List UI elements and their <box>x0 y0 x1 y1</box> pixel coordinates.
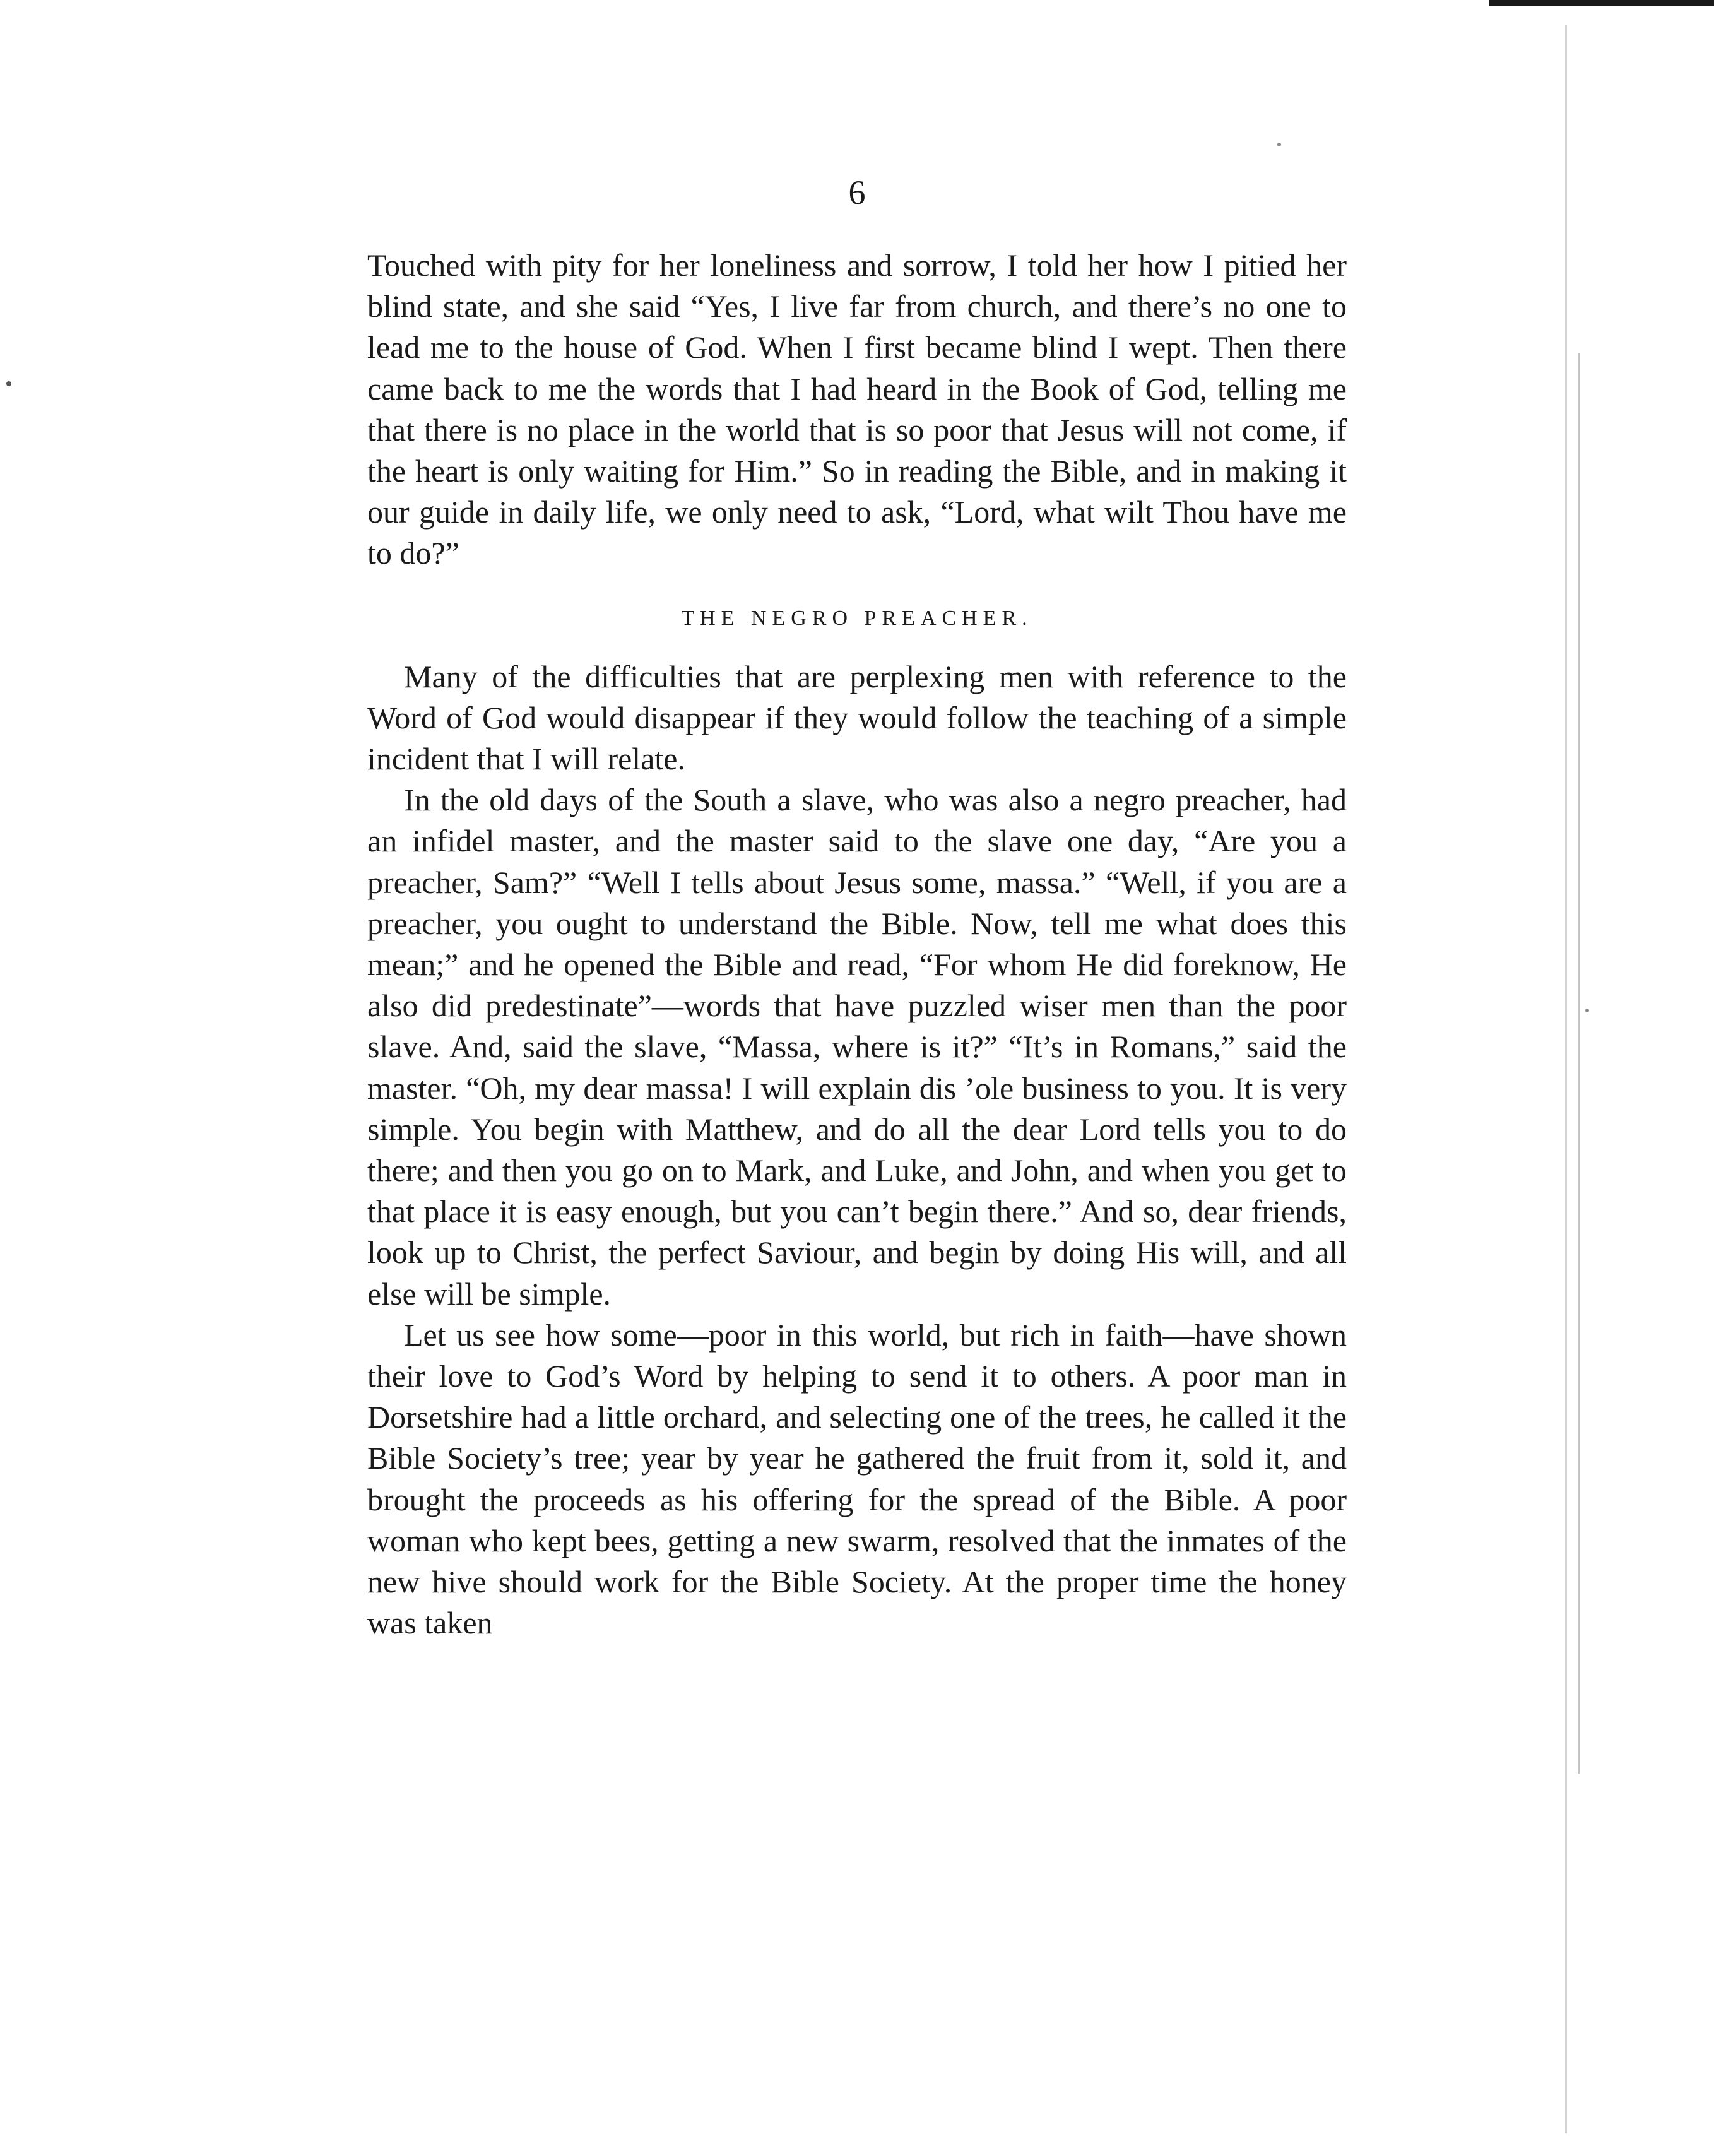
paragraph: Many of the difficulties that are perplexing men with reference to the Word of God would disappear if they would follow the teaching of a simple incident that I will relate. <box>367 658 1347 777</box>
scan-speck <box>1277 143 1281 146</box>
paragraph: In the old days of the South a slave, who was also a negro preacher, had an infidel master, and the master said to the slave one day, “Are you a preacher, Sam?” “Well I tells about Jesus some, massa.” “Well, if you are a preacher, you ought to understand the Bible. Now, tell me what does this mean;” and he opened the Bible and read, “For whom He did foreknow, He also did predestinate”—words that have puzzled wiser men than the poor slave. And, said the slave, “Massa, where is it?” “It’s in Romans,” said the master. “Oh, my dear massa! I will explain dis ’ole business to you. It is very simple. You begin with Matthew, and do all the dear Lord tells you to do there; and then you go on to Mark, and Luke, and John, and when you get to that place it is easy enough, but you can’t begin there.” And so, dear friends, look up to Christ, the perfect Saviour, and begin by doing His will, and all else will be simple. <box>367 782 1347 1312</box>
page-edge-line <box>1565 25 1567 2133</box>
paragraph: Touched with pity for her loneliness and sorrow, I told her how I pitied her blind state, and she said “Yes, I live far from church, and there’s no one to lead me to the house of God. When I first became blind I wept. Then there came back to me the words that I had heard in the Book of God, telling me that there is no place in the world that is so poor that Jesus will not come, if the heart is only waiting for Him.” So in reading the Bible, and in making it our guide in daily life, we only need to ask, “Lord, what wilt Thou have me to do?” <box>367 247 1347 571</box>
section-heading: THE NEGRO PREACHER. <box>681 606 1033 630</box>
body-text <box>367 245 1347 1644</box>
scan-edge-band <box>1489 0 1714 6</box>
scan-speck <box>1585 1009 1589 1012</box>
page-number: 6 <box>848 174 866 211</box>
scan-speck <box>6 381 11 386</box>
paragraph: Let us see how some—poor in this world, but rich in faith—have shown their love to God’s Word by helping to send it to others. A poor man in Dorsetshire had a little orchard, and selecting one of the trees, he called it the Bible Society’s tree; year by year he gathered the fruit from it, sold it, and brought the proceeds as his offering for the spread of the Bible. A poor woman who kept bees, getting a new swarm, resolved that the inmates of the new hive should work for the Bible Society. At the proper time the honey was taken <box>367 1317 1347 1641</box>
page-edge-line <box>1578 353 1580 1774</box>
